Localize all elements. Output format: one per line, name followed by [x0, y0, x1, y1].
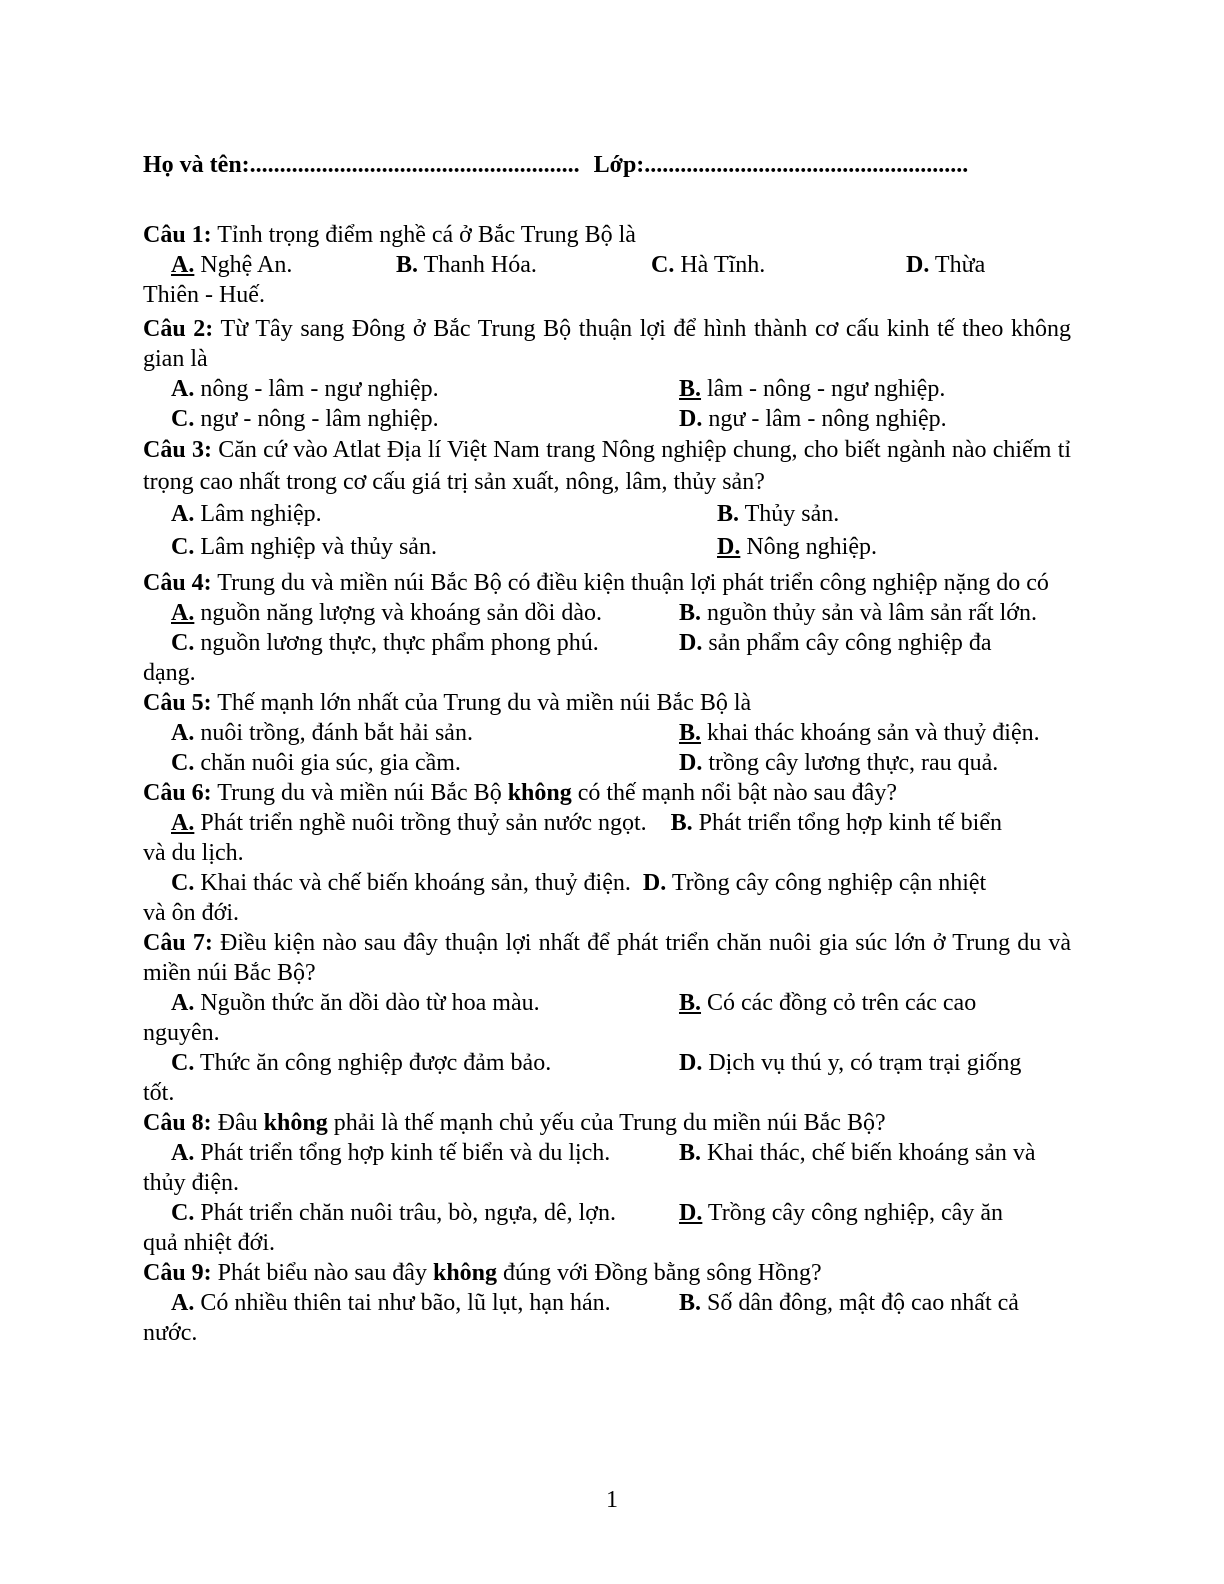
option-d-wrap: và ôn đới.	[143, 900, 240, 926]
question-number: Câu 3:	[143, 437, 212, 463]
option-text: Lâm nghiệp.	[200, 501, 322, 527]
option-a	[171, 498, 717, 531]
option-text: nguồn thủy sản và lâm sản rất lớn.	[707, 600, 1037, 626]
question-7	[143, 928, 1071, 1108]
option-label: B.	[717, 501, 740, 527]
options-row	[143, 498, 1071, 531]
question-number: Câu 7:	[143, 930, 213, 956]
question-number: Câu 4:	[143, 570, 212, 596]
option-label: C.	[171, 750, 195, 776]
option-label: A.	[171, 501, 195, 527]
question-8	[143, 1108, 1071, 1258]
option-a	[171, 374, 679, 404]
option-b	[396, 250, 651, 280]
option-text: Khai thác và chế biến khoáng sản, thuỷ điện.	[200, 870, 631, 896]
option-text: trồng cây lương thực, rau quả.	[708, 750, 999, 776]
question-9	[143, 1258, 1071, 1348]
option-b: B. Khai thác, chế biến khoáng sản và	[679, 1140, 1036, 1166]
question-text: Từ Tây sang Đông ở Bắc Trung Bộ thuận lợi để hình thành cơ cấu kinh tế theo không gian là	[143, 316, 1072, 372]
options-row	[143, 748, 1071, 778]
question-number: Câu 8:	[143, 1110, 212, 1136]
option-label: A.	[171, 810, 195, 836]
option-text: Lâm nghiệp và thủy sản.	[200, 534, 437, 560]
option-label: D.	[679, 1050, 703, 1076]
question-text: Tỉnh trọng điểm nghề cá ở Bắc Trung Bộ là	[217, 222, 636, 248]
option-text: Nguồn thức ăn dồi dào từ hoa màu.	[200, 990, 540, 1016]
option-d-wrap: tốt.	[143, 1080, 175, 1106]
option-a	[171, 598, 679, 628]
option-d: D. Dịch vụ thú y, có trạm trại giống	[679, 1050, 1022, 1076]
option-label: C.	[171, 534, 195, 560]
question-text-pre: Trung du và miền núi Bắc Bộ	[217, 780, 508, 806]
question-text: Trung du và miền núi Bắc Bộ có điều kiện thuận lợi phát triển công nghiệp nặng do có	[217, 570, 1049, 596]
question-number: Câu 1:	[143, 222, 212, 248]
question-stem	[143, 434, 1071, 498]
option-label: C.	[171, 1050, 195, 1076]
option-b: B. Phát triển tổng hợp kinh tế biển	[670, 810, 1002, 836]
option-b-wrap: nước.	[143, 1320, 198, 1346]
question-5	[143, 688, 1071, 778]
option-d: D. sản phẩm cây công nghiệp đa	[679, 630, 992, 656]
option-label: C.	[171, 406, 195, 432]
option-label: B.	[396, 252, 419, 278]
option-a	[171, 988, 679, 1018]
option-text: Hà Tĩnh.	[680, 252, 766, 278]
option-text: Nông nghiệp.	[746, 534, 877, 560]
option-label: B.	[679, 1290, 702, 1316]
options-row	[143, 718, 1071, 748]
question-2	[143, 314, 1071, 434]
option-c	[171, 628, 679, 658]
question-text-post: có thế mạnh nổi bật nào sau đây?	[571, 780, 897, 806]
option-c	[651, 250, 906, 280]
question-text: Điều kiện nào sau đây thuận lợi nhất để phát triển chăn nuôi gia súc lớn ở Trung du và miền núi Bắc Bộ?	[143, 930, 1072, 986]
option-c	[171, 1048, 679, 1078]
option-b	[679, 374, 945, 404]
option-a	[171, 810, 647, 836]
question-text-pre: Phát biểu nào sau đây	[217, 1260, 433, 1286]
option-c	[171, 748, 679, 778]
option-label: B.	[679, 990, 702, 1016]
option-label: A.	[171, 990, 195, 1016]
option-label: B.	[679, 1140, 702, 1166]
option-text-part2: Thiên - Huế.	[143, 282, 265, 308]
option-text: nông - lâm - ngư nghiệp.	[200, 376, 439, 402]
option-c	[171, 1198, 679, 1228]
question-number: Câu 5:	[143, 690, 212, 716]
emphasis-not: không	[263, 1110, 328, 1136]
option-label: C.	[651, 252, 675, 278]
option-d	[679, 404, 947, 434]
question-stem	[143, 688, 1071, 718]
option-text: Thủy sản.	[744, 501, 840, 527]
options-row	[143, 1048, 1071, 1078]
options-row	[143, 531, 1071, 564]
option-label: D.	[679, 630, 703, 656]
option-d: D. Trồng cây công nghiệp cận nhiệt	[642, 870, 987, 896]
options-row	[143, 988, 1071, 1018]
question-text-post: đúng với Đồng bằng sông Hồng?	[497, 1260, 822, 1286]
option-label: A.	[171, 1290, 195, 1316]
option-a	[171, 718, 679, 748]
emphasis-not: không	[507, 780, 572, 806]
option-b	[679, 718, 1040, 748]
option-label: D.	[679, 750, 703, 776]
options-row	[143, 628, 1071, 658]
options-row	[143, 868, 1071, 898]
option-d: D. Trồng cây công nghiệp, cây ăn	[679, 1200, 1003, 1226]
question-number: Câu 6:	[143, 780, 212, 806]
option-text: Thức ăn công nghiệp được đảm bảo.	[199, 1050, 552, 1076]
option-text: lâm - nông - ngư nghiệp.	[707, 376, 946, 402]
option-label: B.	[679, 600, 702, 626]
page-number: 1	[606, 1487, 618, 1513]
options-row	[143, 1288, 1071, 1318]
option-d-wrap: quả nhiệt đới.	[143, 1230, 275, 1256]
option-text: Thanh Hóa.	[423, 252, 537, 278]
question-stem	[143, 314, 1071, 374]
options-row	[143, 374, 1071, 404]
options-row	[143, 1198, 1071, 1228]
name-field-label: Họ và tên:.......................................................	[143, 152, 580, 178]
options-row	[143, 1138, 1071, 1168]
question-1	[143, 220, 1071, 310]
option-label: B.	[679, 376, 702, 402]
option-label: C.	[171, 870, 195, 896]
option-text: ngư - nông - lâm nghiệp.	[200, 406, 439, 432]
option-label: C.	[171, 1200, 195, 1226]
option-a	[171, 1138, 679, 1168]
option-text: Phát triển nghề nuôi trồng thuỷ sản nước ngọt.	[200, 810, 647, 836]
question-stem	[143, 220, 1071, 250]
option-text: Phát triển tổng hợp kinh tế biển và du lịch.	[200, 1140, 611, 1166]
question-6	[143, 778, 1071, 928]
question-3	[143, 434, 1071, 564]
option-c	[171, 870, 631, 896]
option-c	[171, 531, 717, 564]
emphasis-not: không	[432, 1260, 498, 1286]
option-text: nguồn năng lượng và khoáng sản dồi dào.	[200, 600, 602, 626]
option-c	[171, 404, 679, 434]
option-text-part1: Thừa	[934, 252, 986, 278]
options-row	[143, 808, 1071, 838]
question-stem	[143, 778, 1071, 808]
question-number: Câu 9:	[143, 1260, 212, 1286]
option-text: Nghệ An.	[200, 252, 293, 278]
question-4	[143, 568, 1071, 688]
option-label: D.	[717, 534, 741, 560]
question-stem	[143, 1258, 1071, 1288]
option-b	[679, 598, 1037, 628]
option-label: C.	[171, 630, 195, 656]
option-label: A.	[171, 376, 195, 402]
options-row	[143, 598, 1071, 628]
question-text-pre: Đâu	[217, 1110, 264, 1136]
option-label: D.	[679, 406, 703, 432]
question-list	[143, 220, 1071, 1348]
class-field-label: Lớp:......................................................	[593, 152, 969, 178]
option-b-wrap: nguyên.	[143, 1020, 220, 1046]
option-text: Phát triển chăn nuôi trâu, bò, ngựa, dê, lợn.	[200, 1200, 616, 1226]
option-label: B.	[670, 810, 693, 836]
option-label: D.	[642, 870, 667, 896]
question-text: Thế mạnh lớn nhất của Trung du và miền núi Bắc Bộ là	[217, 690, 752, 716]
option-text: ngư - lâm - nông nghiệp.	[708, 406, 947, 432]
option-a	[171, 1288, 679, 1318]
question-stem	[143, 1108, 1071, 1138]
option-b	[717, 498, 839, 531]
option-text: nuôi trồng, đánh bắt hải sản.	[200, 720, 473, 746]
question-stem	[143, 928, 1071, 988]
option-d	[679, 748, 998, 778]
option-label: A.	[171, 720, 195, 746]
option-text: chăn nuôi gia súc, gia cầm.	[200, 750, 461, 776]
option-label: A.	[171, 252, 195, 278]
option-d-wrap: dạng.	[143, 660, 196, 686]
option-d	[906, 252, 985, 278]
option-b-wrap: và du lịch.	[143, 840, 244, 866]
option-label: D.	[679, 1200, 703, 1226]
option-text: nguồn lương thực, thực phẩm phong phú.	[200, 630, 599, 656]
option-d-wrap	[143, 280, 1071, 310]
option-text: khai thác khoáng sản và thuỷ điện.	[707, 720, 1040, 746]
options-row	[143, 250, 1071, 280]
student-info-header	[143, 148, 1071, 182]
question-text-post: phải là thế mạnh chủ yếu của Trung du miền núi Bắc Bộ?	[327, 1110, 886, 1136]
option-b: B. Có các đồng cỏ trên các cao	[679, 990, 977, 1016]
option-text: Có nhiều thiên tai như bão, lũ lụt, hạn hán.	[200, 1290, 611, 1316]
options-row	[143, 404, 1071, 434]
option-label: A.	[171, 1140, 195, 1166]
question-stem	[143, 568, 1071, 598]
question-text: Căn cứ vào Atlat Địa lí Việt Nam trang Nông nghiệp chung, cho biết ngành nào chiếm tỉ trọng cao nhất trong cơ cấu giá trị sản xuất, nông, lâm, thủy sản?	[143, 437, 1072, 495]
option-label: D.	[906, 252, 930, 278]
option-label: A.	[171, 600, 195, 626]
option-label: B.	[679, 720, 702, 746]
option-d	[717, 531, 877, 564]
option-a	[171, 250, 396, 280]
option-b: B. Số dân đông, mật độ cao nhất cả	[679, 1290, 1019, 1316]
question-number: Câu 2:	[143, 316, 214, 342]
option-b-wrap: thủy điện.	[143, 1170, 239, 1196]
